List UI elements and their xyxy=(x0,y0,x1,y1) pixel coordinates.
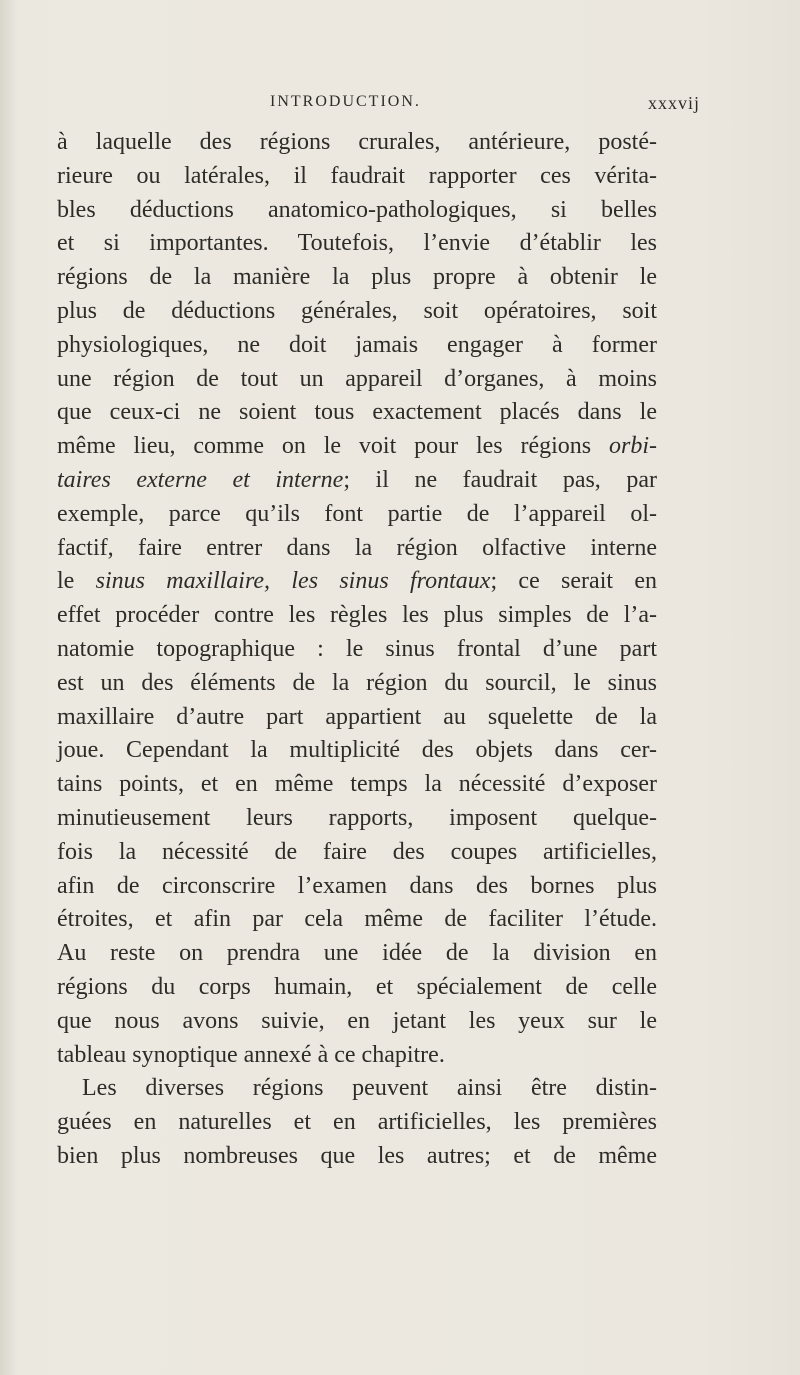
text-line: Au reste on prendra une idée de la division en xyxy=(57,940,657,967)
text-line xyxy=(57,430,657,464)
text-line: guées en naturelles et en artificielles, les premières xyxy=(57,1109,657,1136)
text-run: ; il ne faudrait pas, par xyxy=(343,466,657,493)
text-line: tableau synoptique annexé à ce chapitre. xyxy=(57,1041,445,1068)
text-line: maxillaire d’autre part appartient au squelette de la xyxy=(57,703,657,730)
text-line: exemple, parce qu’ils font partie de l’appareil ol- xyxy=(57,500,657,527)
text-line: tains points, et en même temps la nécessité d’exposer xyxy=(57,771,657,798)
text-line: afin de circonscrire l’examen dans des bornes plus xyxy=(57,872,657,899)
text-run: ; ce serait en xyxy=(490,568,657,595)
text-line: fois la nécessité de faire des coupes artificielles, xyxy=(57,838,657,865)
running-head: INTRODUCTION. xyxy=(270,93,421,110)
italic-run: sinus maxillaire, les sinus frontaux xyxy=(95,568,491,595)
text-line: plus de déductions générales, soit opératoires, soit xyxy=(57,297,657,324)
text-run: même lieu, comme on le voit pour les régions xyxy=(57,433,592,460)
text-line: rieure ou latérales, il faudrait rapporter ces vérita- xyxy=(57,162,657,189)
text-line: factif, faire entrer dans la région olfactive interne xyxy=(57,534,657,561)
text-run: le xyxy=(57,568,96,595)
text-line xyxy=(57,565,657,599)
text-line: minutieusement leurs rapports, imposent quelque- xyxy=(57,804,657,831)
text-line: que nous avons suivie, en jetant les yeux sur le xyxy=(57,1007,657,1034)
text-line: régions de la manière la plus propre à obtenir le xyxy=(57,264,657,291)
page-header xyxy=(270,93,700,127)
text-line: Les diverses régions peuvent ainsi être distin- xyxy=(82,1075,657,1102)
italic-run: taires externe et interne xyxy=(57,466,344,493)
text-line: une région de tout un appareil d’organes, à moins xyxy=(57,365,657,392)
text-line: effet procéder contre les règles les plus simples de l’a- xyxy=(57,602,657,629)
text-line: que ceux-ci ne soient tous exactement placés dans le xyxy=(57,399,657,426)
text-line: bles déductions anatomico-pathologiques, si belles xyxy=(57,196,657,223)
italic-run: orbi- xyxy=(609,433,658,460)
text-line: est un des éléments de la région du sourcil, le sinus xyxy=(57,669,657,696)
body-text xyxy=(57,126,657,1174)
text-line: physiologiques, ne doit jamais engager à former xyxy=(57,331,657,358)
page-number: xxxvij xyxy=(647,93,700,113)
text-line: régions du corps humain, et spécialement de celle xyxy=(57,973,657,1000)
text-line: bien plus nombreuses que les autres; et de même xyxy=(57,1142,657,1169)
text-line: et si importantes. Toutefois, l’envie d’établir les xyxy=(57,230,657,257)
text-line: natomie topographique : le sinus frontal d’une part xyxy=(57,635,657,662)
text-line: joue. Cependant la multiplicité des objets dans cer- xyxy=(57,737,657,764)
text-line: à laquelle des régions crurales, antérieure, posté- xyxy=(57,129,657,155)
text-line: étroites, et afin par cela même de faciliter l’étude. xyxy=(57,906,657,933)
text-line xyxy=(57,464,657,498)
